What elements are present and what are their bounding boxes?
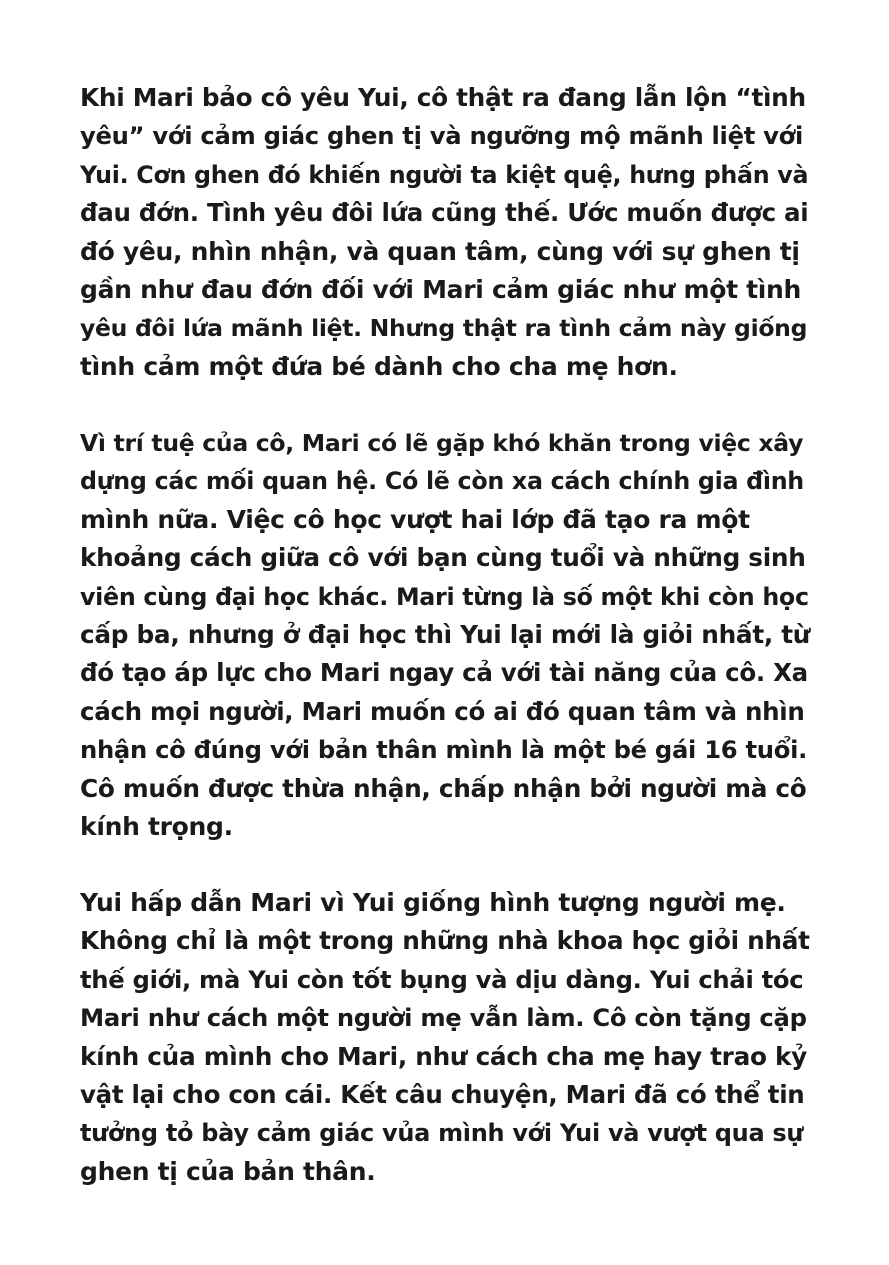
text-line: viên cùng đại học khác. Mari từng là số một khi còn học xyxy=(80,582,809,611)
text-line: mình nữa. Việc cô học vượt hai lớp đã tạo ra một xyxy=(80,504,750,534)
text-line: ghen tị của bản thân. xyxy=(80,1156,376,1186)
text-line: thế giới, mà Yui còn tốt bụng và dịu dàng. Yui chải tóc xyxy=(80,964,804,994)
text-line: kính của mình cho Mari, như cách cha mẹ hay trao kỷ xyxy=(80,1041,808,1071)
text-line: Không chỉ là một trong những nhà khoa học giỏi nhất xyxy=(80,926,810,956)
text-line: nhận cô đúng với bản thân mình là một bé gái 16 tuổi. xyxy=(80,735,808,765)
paragraph-3 xyxy=(80,884,810,1191)
text-line: Yui. Cơn ghen đó khiến người ta kiệt quệ, hưng phấn và xyxy=(80,160,809,189)
text-line: dựng các mối quan hệ. Có lẽ còn xa cách chính gia đình xyxy=(80,467,804,496)
text-line: tưởng tỏ bày cảm giác vủa mình với Yui và vượt qua sự xyxy=(80,1119,804,1148)
text-line: Vì trí tuệ của cô, Mari có lẽ gặp khó khăn trong việc xây xyxy=(80,429,804,457)
text-line: đó tạo áp lực cho Mari ngay cả với tài năng của cô. Xa xyxy=(80,658,808,688)
text-line: Khi Mari bảo cô yêu Yui, cô thật ra đang lẫn lộn “tình xyxy=(80,83,806,112)
text-line: cấp ba, nhưng ở đại học thì Yui lại mới là giỏi nhất, từ xyxy=(80,620,811,650)
text-line: yêu đôi lứa mãnh liệt. Nhưng thật ra tình cảm này giống xyxy=(80,314,808,343)
text-line: đó yêu, nhìn nhận, và quan tâm, cùng với sự ghen tị xyxy=(80,236,800,266)
text-line: kính trọng. xyxy=(80,812,233,842)
paragraph-2 xyxy=(80,424,810,846)
text-line: Mari như cách một người mẹ vẫn làm. Cô còn tặng cặp xyxy=(80,1003,807,1033)
text-line: tình cảm một đứa bé dành cho cha mẹ hơn. xyxy=(80,351,678,381)
text-line: yêu” với cảm giác ghen tị và ngưỡng mộ mãnh liệt với xyxy=(80,121,804,151)
text-line: vật lại cho con cái. Kết câu chuyện, Mari đã có thể tin xyxy=(80,1080,805,1110)
text-line: Yui hấp dẫn Mari vì Yui giống hình tượng người mẹ. xyxy=(80,888,786,917)
text-line: gần như đau đớn đối với Mari cảm giác như một tình xyxy=(80,275,802,305)
text-line: cách mọi người, Mari muốn có ai đó quan tâm và nhìn xyxy=(80,696,805,726)
text-line: khoảng cách giữa cô với bạn cùng tuổi và những sinh xyxy=(80,543,806,573)
paragraph-1 xyxy=(80,79,810,386)
text-line: đau đớn. Tình yêu đôi lứa cũng thế. Ước muốn được ai xyxy=(80,198,809,228)
text-line: Cô muốn được thừa nhận, chấp nhận bởi người mà cô xyxy=(80,773,807,803)
